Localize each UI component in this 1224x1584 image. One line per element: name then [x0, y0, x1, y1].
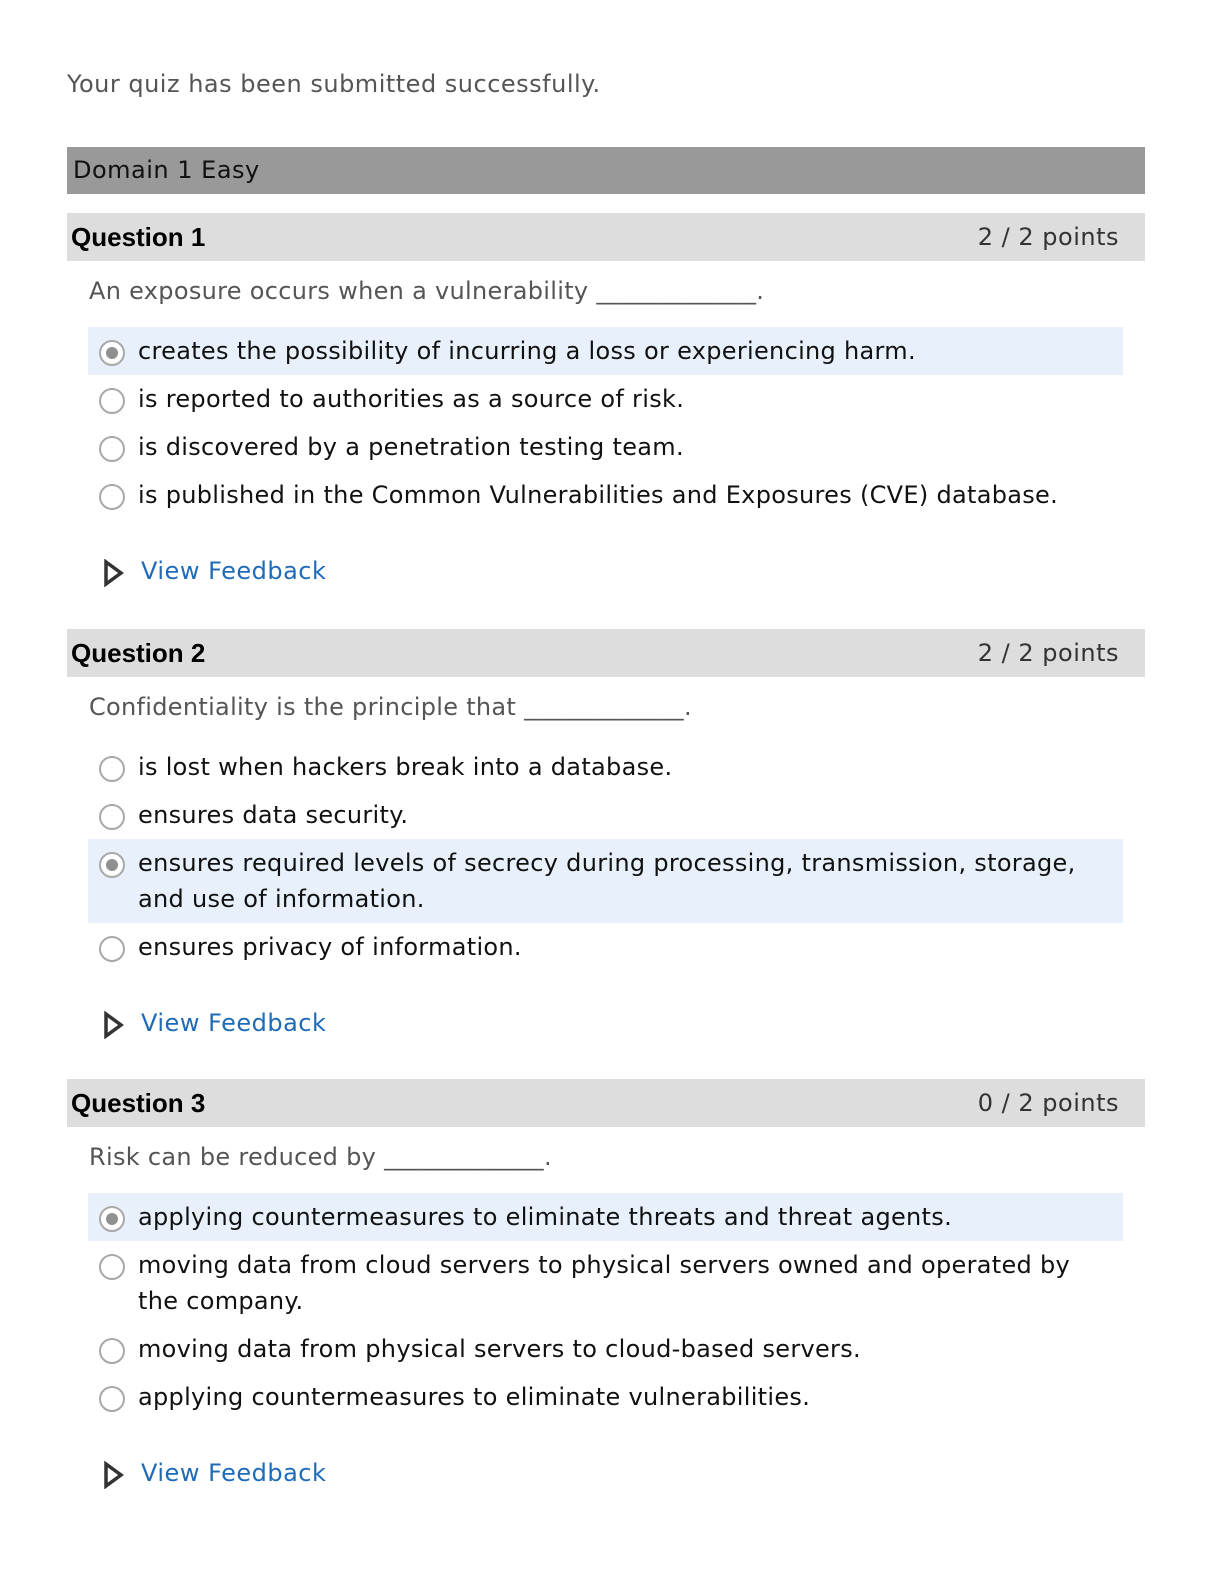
- answer-option[interactable]: [88, 743, 1123, 791]
- question-title: Question 1: [71, 222, 206, 252]
- view-feedback-toggle[interactable]: [103, 553, 1145, 593]
- answer-option[interactable]: [88, 1325, 1123, 1373]
- answer-option[interactable]: [88, 1241, 1123, 1325]
- expand-triangle-icon[interactable]: [103, 1461, 125, 1489]
- question-header: [67, 629, 1145, 677]
- answer-option-label: ensures required levels of secrecy during processing, transmission, storage, and use of information.: [138, 849, 1076, 913]
- answer-option-label: applying countermeasures to eliminate threats and threat agents.: [138, 1203, 952, 1231]
- expand-triangle-icon[interactable]: [103, 559, 125, 587]
- radio-button[interactable]: [99, 1254, 125, 1280]
- answer-option-label: is discovered by a penetration testing team.: [138, 433, 684, 461]
- radio-button[interactable]: [99, 1386, 125, 1412]
- radio-button-checked[interactable]: [99, 340, 125, 366]
- radio-button[interactable]: [99, 804, 125, 830]
- question-text: Confidentiality is the principle that _____________.: [89, 693, 692, 721]
- answer-option[interactable]: [88, 375, 1123, 423]
- radio-button[interactable]: [99, 388, 125, 414]
- question-header: [67, 1079, 1145, 1127]
- view-feedback-toggle[interactable]: [103, 1455, 1145, 1495]
- question-1: [67, 213, 1145, 593]
- answer-option-label: moving data from physical servers to cloud-based servers.: [138, 1335, 861, 1363]
- radio-button[interactable]: [99, 436, 125, 462]
- answer-option[interactable]: [88, 423, 1123, 471]
- answer-option-label: applying countermeasures to eliminate vulnerabilities.: [138, 1383, 811, 1411]
- radio-button-checked[interactable]: [99, 1206, 125, 1232]
- question-title: Question 2: [71, 638, 206, 668]
- question-2: [67, 629, 1145, 1045]
- answer-option[interactable]: [88, 471, 1123, 519]
- radio-button[interactable]: [99, 1338, 125, 1364]
- view-feedback-link[interactable]: View Feedback: [141, 557, 327, 585]
- answer-option[interactable]: [88, 839, 1123, 923]
- radio-button[interactable]: [99, 936, 125, 962]
- question-text: Risk can be reduced by _____________.: [89, 1143, 552, 1171]
- question-points: 2 / 2 points: [977, 639, 1119, 667]
- radio-button-checked[interactable]: [99, 852, 125, 878]
- view-feedback-link[interactable]: View Feedback: [141, 1009, 327, 1037]
- section-header: Domain 1 Easy: [67, 147, 1145, 194]
- radio-button[interactable]: [99, 484, 125, 510]
- answer-options: [88, 743, 1123, 971]
- answer-options: [88, 1193, 1123, 1421]
- answer-option[interactable]: [88, 923, 1123, 971]
- radio-button[interactable]: [99, 756, 125, 782]
- answer-option-label: is published in the Common Vulnerabilities and Exposures (CVE) database.: [138, 481, 1059, 509]
- question-header: [67, 213, 1145, 261]
- question-title: Question 3: [71, 1088, 206, 1118]
- answer-option-label: is lost when hackers break into a database.: [138, 753, 673, 781]
- question-points: 0 / 2 points: [977, 1089, 1119, 1117]
- answer-option-label: moving data from cloud servers to physical servers owned and operated by the company.: [138, 1251, 1071, 1315]
- view-feedback-link[interactable]: View Feedback: [141, 1459, 327, 1487]
- answer-option[interactable]: [88, 327, 1123, 375]
- answer-option[interactable]: [88, 1373, 1123, 1421]
- answer-option-label: creates the possibility of incurring a loss or experiencing harm.: [138, 337, 916, 365]
- submission-message: Your quiz has been submitted successfully.: [67, 70, 601, 98]
- answer-option-label: ensures data security.: [138, 801, 409, 829]
- answer-option[interactable]: [88, 791, 1123, 839]
- answer-option[interactable]: [88, 1193, 1123, 1241]
- question-3: [67, 1079, 1145, 1495]
- question-points: 2 / 2 points: [977, 223, 1119, 251]
- expand-triangle-icon[interactable]: [103, 1011, 125, 1039]
- answer-option-label: ensures privacy of information.: [138, 933, 522, 961]
- answer-options: [88, 327, 1123, 519]
- view-feedback-toggle[interactable]: [103, 1005, 1145, 1045]
- answer-option-label: is reported to authorities as a source of risk.: [138, 385, 685, 413]
- question-text: An exposure occurs when a vulnerability _____________.: [89, 277, 765, 305]
